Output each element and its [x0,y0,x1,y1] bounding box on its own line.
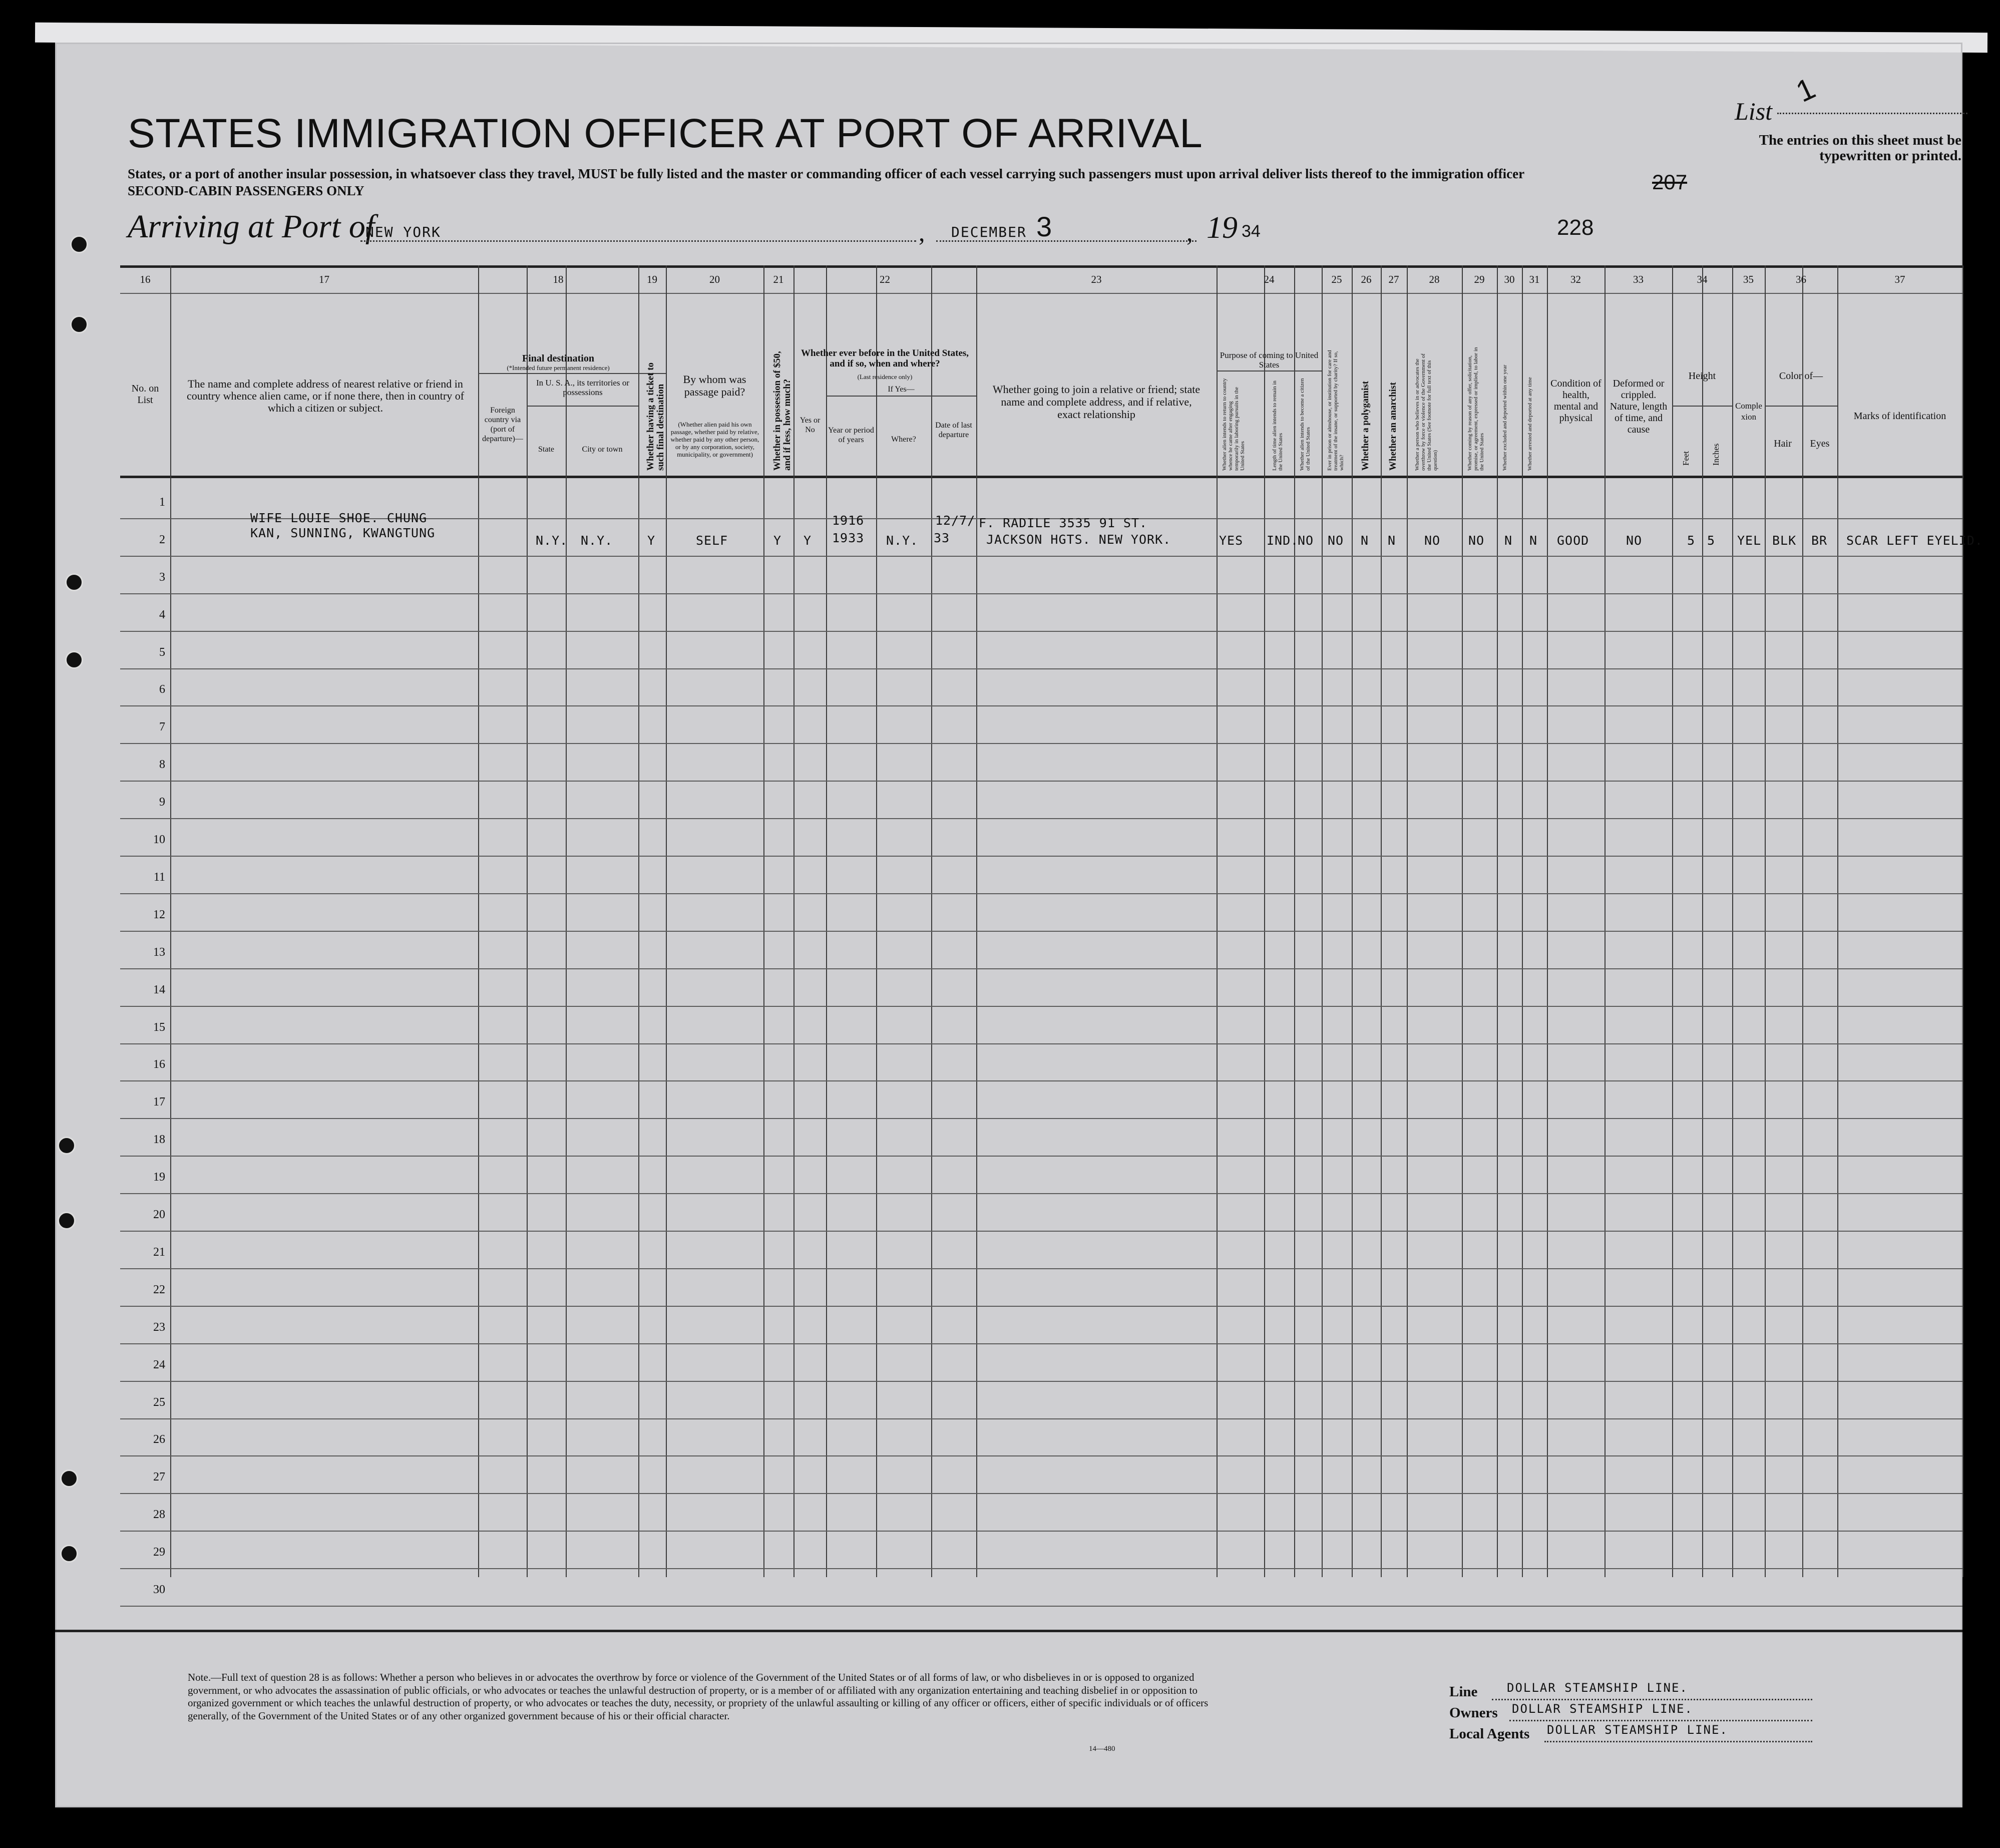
row-number: 30 [153,1583,165,1596]
header-passage-paid: By whom was passage paid? [683,373,746,398]
header-passage-note: (Whether alien paid his own passage, whether paid by relative, whether paid by any other person, or by any corporation, society, municipality, or government) [670,421,759,458]
year-prefix: 19 [1207,211,1238,245]
row-line [120,1006,1962,1007]
instructions-line: States, or a port of another insular possession, in whatsoever class they travel, MUST be fully listed and the master or commanding officer of each vessel carrying such passengers must upon arrival deliver lists thereof to the immigration officer [128,166,1525,181]
subhead-rule [826,396,976,397]
joining-line-1: F. RADILE 3535 91 ST. [979,516,1148,530]
page-number: 228 [1557,215,1594,240]
header-q29: Whether coming by reason of any offer, solicitation, promise, or agreement, expressed or implied, to labor in the United States [1467,347,1485,471]
header-year-period: Year or period of years [828,426,874,444]
punch-hole [58,1137,76,1155]
row-line [120,593,1962,594]
row-line [120,1080,1962,1081]
owners-rule [1509,1720,1812,1721]
punch-hole [70,235,88,253]
row-number: 27 [153,1470,165,1484]
row-number: 14 [153,983,165,996]
header-polygamist: Whether a polygamist [1360,381,1371,471]
header-purpose-length: Length of time alien intends to remain in the United States [1272,381,1284,471]
line-rule [1492,1699,1812,1700]
row-line [120,1043,1962,1044]
entries-note: The entries on this sheet must be typewritten or printed. [1759,132,1961,164]
anarchist-value: N [1388,533,1396,548]
row-number: 20 [153,1208,165,1221]
punch-hole [70,315,88,333]
row-line [120,1231,1962,1232]
line-value: DOLLAR STEAMSHIP LINE. [1507,1681,1688,1695]
row-line [120,668,1962,669]
list-number-line [1777,113,1967,114]
header-feet: Feet [1681,451,1691,466]
subhead-rule [478,373,666,374]
prison-value: NO [1328,533,1344,548]
manifest-sheet [55,43,1983,1807]
header-hair: Hair [1774,438,1792,449]
deformed-value: NO [1626,533,1643,548]
instructions [128,165,1524,199]
dest-state: N.Y. [536,533,568,548]
relative-line-1: WIFE LOUIE SHOE. CHUNG [250,511,428,525]
col-number: 25 [1331,273,1342,285]
header-final-destination-note: (*Intended future permanent residence) [507,364,610,372]
agents-label: Local Agents [1449,1726,1530,1742]
complexion-value: YEL [1737,533,1762,548]
comma: , [919,218,925,246]
agents-rule [1544,1741,1812,1742]
year-suffix: 34 [1242,222,1261,241]
row-number: 24 [153,1358,165,1371]
arrival-day: 3 [1036,211,1052,242]
eyes-value: BR [1811,533,1828,548]
row-number: 15 [153,1020,165,1034]
header-marks: Marks of identification [1853,411,1946,422]
row-line [120,1268,1962,1269]
col-number: 22 [880,273,890,285]
header-inches: Inches [1711,443,1721,466]
length-value: IND. [1267,533,1299,548]
col-number: 30 [1504,273,1515,285]
date-line [936,240,1196,242]
col-number: 33 [1633,273,1644,285]
header-purpose-return: Whether alien intends to return to country whence he came after engaging temporarily in laboring pursuits in the United States [1222,378,1246,471]
row-number: 6 [159,683,165,696]
header-where: Where? [891,435,916,444]
passenger-table [120,265,1983,1596]
header-ticket: Whether having a ticket to such final destination [645,362,666,471]
row-number: 25 [153,1395,165,1409]
row-line [120,556,1962,557]
row-number: 26 [153,1433,165,1446]
header-health: Condition of health, mental and physical [1550,378,1602,424]
header-eyes: Eyes [1810,438,1830,449]
col-number: 37 [1894,273,1905,285]
col-number: 28 [1429,273,1440,285]
punch-hole [65,573,83,591]
arrival-port: NEW YORK [365,224,441,240]
where-value: N.Y. [886,533,919,548]
col-number: 32 [1570,273,1581,285]
dest-city: N.Y. [581,533,613,548]
row-number: 2 [159,533,165,546]
header-if-yes: If Yes— [888,385,915,394]
inches-value: 5 [1707,533,1716,548]
row-number: 29 [153,1546,165,1559]
header-last-residence: (Last residence only) [857,373,913,381]
q29-value: NO [1468,533,1485,548]
row-number: 11 [153,870,165,884]
cabin-class: SECOND-CABIN PASSENGERS ONLY [128,183,364,198]
ticket-value: Y [647,533,656,548]
subhead-rule [527,406,638,407]
row-number: 12 [153,908,165,921]
col-number: 26 [1361,273,1372,285]
header-final-destination: Final destination [522,353,594,364]
departure-2: 33 [934,531,950,545]
punch-hole [60,1469,78,1488]
passage-value: SELF [696,533,728,548]
row-line [120,1493,1962,1494]
money-value: Y [773,533,782,548]
row-line [120,1531,1962,1532]
punch-hole [58,1212,76,1230]
agents-value: DOLLAR STEAMSHIP LINE. [1547,1723,1728,1737]
owners-value: DOLLAR STEAMSHIP LINE. [1512,1702,1693,1716]
list-number: 1 [1791,71,1820,109]
before-value: Y [804,533,812,548]
row-line [120,856,1962,857]
row-number: 5 [159,645,165,659]
col-number: 24 [1264,273,1275,285]
col-number: 29 [1474,273,1485,285]
form-code: 14—480 [1089,1745,1115,1753]
col-number: 17 [319,273,329,285]
hair-value: BLK [1772,533,1797,548]
row-number: 21 [153,1245,165,1259]
column-number-rule [120,293,1962,294]
years-2: 1933 [832,531,865,545]
citizen-value: NO [1298,533,1314,548]
col-number: 34 [1697,273,1708,285]
row-number: 22 [153,1283,165,1296]
table-top-rule [120,265,1962,268]
header-foreign-country: Foreign country via (port of departure)— [482,406,523,443]
marks-value: SCAR LEFT EYELID. [1846,533,1983,548]
col-number: 23 [1091,273,1102,285]
header-complexion: Complexion [1735,401,1762,422]
header-nearest-relative: The name and complete address of nearest relative or friend in country whence alien came, or if none there, then in country of which a citizen or subject. [186,378,465,414]
row-number: 9 [159,796,165,809]
old-page-number: 207 [1652,170,1688,194]
row-line [120,1193,1962,1194]
row-number: 16 [153,1058,165,1071]
col-number: 31 [1529,273,1540,285]
page-title: STATES IMMIGRATION OFFICER AT PORT OF ARRIVAL [128,111,1203,156]
header-no-on-list: No. on List [131,383,159,406]
port-line [360,240,916,242]
row-line [120,1306,1962,1307]
row-number: 7 [159,720,165,734]
row-line [120,1418,1962,1419]
owners-label: Owners [1449,1705,1498,1721]
row-line [120,705,1962,706]
row-line [120,1455,1962,1456]
row-number: 17 [153,1095,165,1109]
subhead-rule [1765,406,1837,407]
comma: , [1186,218,1193,246]
row-number: 23 [153,1320,165,1334]
line-label: Line [1449,1684,1478,1700]
row-line [120,1118,1962,1119]
row-number: 18 [153,1133,165,1147]
row-line [120,1568,1962,1569]
header-height: Height [1688,371,1716,382]
header-prison: Ever in prison or almshouse, or institution for care and treatment of the insane, or supported by charity? If so, which? [1327,350,1345,471]
row-line [120,1343,1962,1344]
q30-value: N [1504,533,1513,548]
row-number: 1 [159,495,165,509]
col-number: 36 [1796,273,1806,285]
punch-hole [60,1545,78,1563]
header-q30: Whether excluded and deported within one year [1502,364,1508,471]
header-anarchist: Whether an anarchist [1388,382,1398,471]
subhead-rule [1217,371,1322,372]
col-number: 16 [140,273,151,285]
q28-value: NO [1424,533,1441,548]
feet-value: 5 [1687,533,1696,548]
col-number: 20 [709,273,720,285]
row-line [120,1381,1962,1382]
row-number: 10 [153,833,165,846]
header-city: City or town [582,445,623,454]
header-in-usa: In U. S. A., its territories or possessions [536,378,630,397]
col-number: 21 [773,273,784,285]
row-line [120,1606,1962,1607]
footnote: Note.—Full text of question 28 is as follows: Whether a person who believes in or advocates the overthrow by force or violence of the Government of the United States or of all forms of law, or who disbelieves in or is opposed to organized government, or who advocates the assassination of public officials, or who advocates or teaches the unlawful destruction of property, or is a member of or affiliated with any organization entertaining and teaching disbelief in or opposition to organized government or which teaches the unlawful destruction of property, or who advocates or teaches the duty, necessity, or propriety of the unlawful assaulting or killing of any officer or officers, either of specific individuals or of officers generally, of the Government of the United States or of any other organized government because of his or their official character. [188,1671,1209,1722]
header-date-departure: Date of last departure [935,421,972,439]
header-joining: Whether going to join a relative or friend; state name and complete address, and if relative, exact relationship [992,383,1201,421]
header-color-of: Color of— [1779,371,1823,382]
header-before-us: Whether ever before in the United States, and if so, when and where? [801,348,969,369]
footer-rule [55,1630,1962,1632]
col-number: 19 [647,273,657,285]
row-line [120,931,1962,932]
row-number: 3 [159,570,165,584]
purpose-return-value: YES [1219,533,1244,548]
row-line [120,743,1962,744]
row-number: 4 [159,608,165,621]
header-purpose-citizen: Whether alien intends to become a citizen of the United States [1299,378,1311,471]
relative-line-2: KAN, SUNNING, KWANGTUNG [250,526,436,540]
q31-value: N [1529,533,1538,548]
col-number: 35 [1743,273,1754,285]
list-label: List [1735,97,1773,125]
departure-1: 12/7/ [935,513,976,528]
polygamist-value: N [1361,533,1369,548]
header-state: State [538,445,554,454]
health-value: GOOD [1557,533,1589,548]
joining-line-2: JACKSON HGTS. NEW YORK. [986,532,1171,547]
row-number: 8 [159,758,165,772]
header-bottom-rule [120,476,1962,478]
header-q28: Whether a person who believes in or advocates the overthrow by force or violence of the Government of the United States (See footnote for full text of this question) [1414,353,1438,471]
arrival-month: DECEMBER [951,224,1027,240]
punch-hole [65,651,83,669]
header-deformed: Deformed or crippled. Nature, length of time, and cause [1610,378,1668,435]
row-line [120,968,1962,969]
row-line [120,818,1962,819]
row-line [120,893,1962,894]
col-line [1962,265,1963,1577]
subhead-rule [1672,406,1732,407]
row-number: 19 [153,1171,165,1184]
years-1: 1916 [832,513,865,528]
header-possession-50: Whether in possession of $50, and if less, how much? [772,351,792,471]
header-q31: Whether arrested and deported at any time [1527,377,1533,471]
header-purpose: Purpose of coming to United States [1220,350,1319,369]
row-line [120,631,1962,632]
header-yes-or-no: Yes or No [799,416,821,434]
row-line [120,1156,1962,1157]
col-number: 18 [553,273,564,285]
row-number: 28 [153,1508,165,1522]
arriving-label: Arriving at Port of [128,208,375,245]
row-line [120,781,1962,782]
row-number: 13 [153,945,165,959]
col-number: 27 [1388,273,1399,285]
